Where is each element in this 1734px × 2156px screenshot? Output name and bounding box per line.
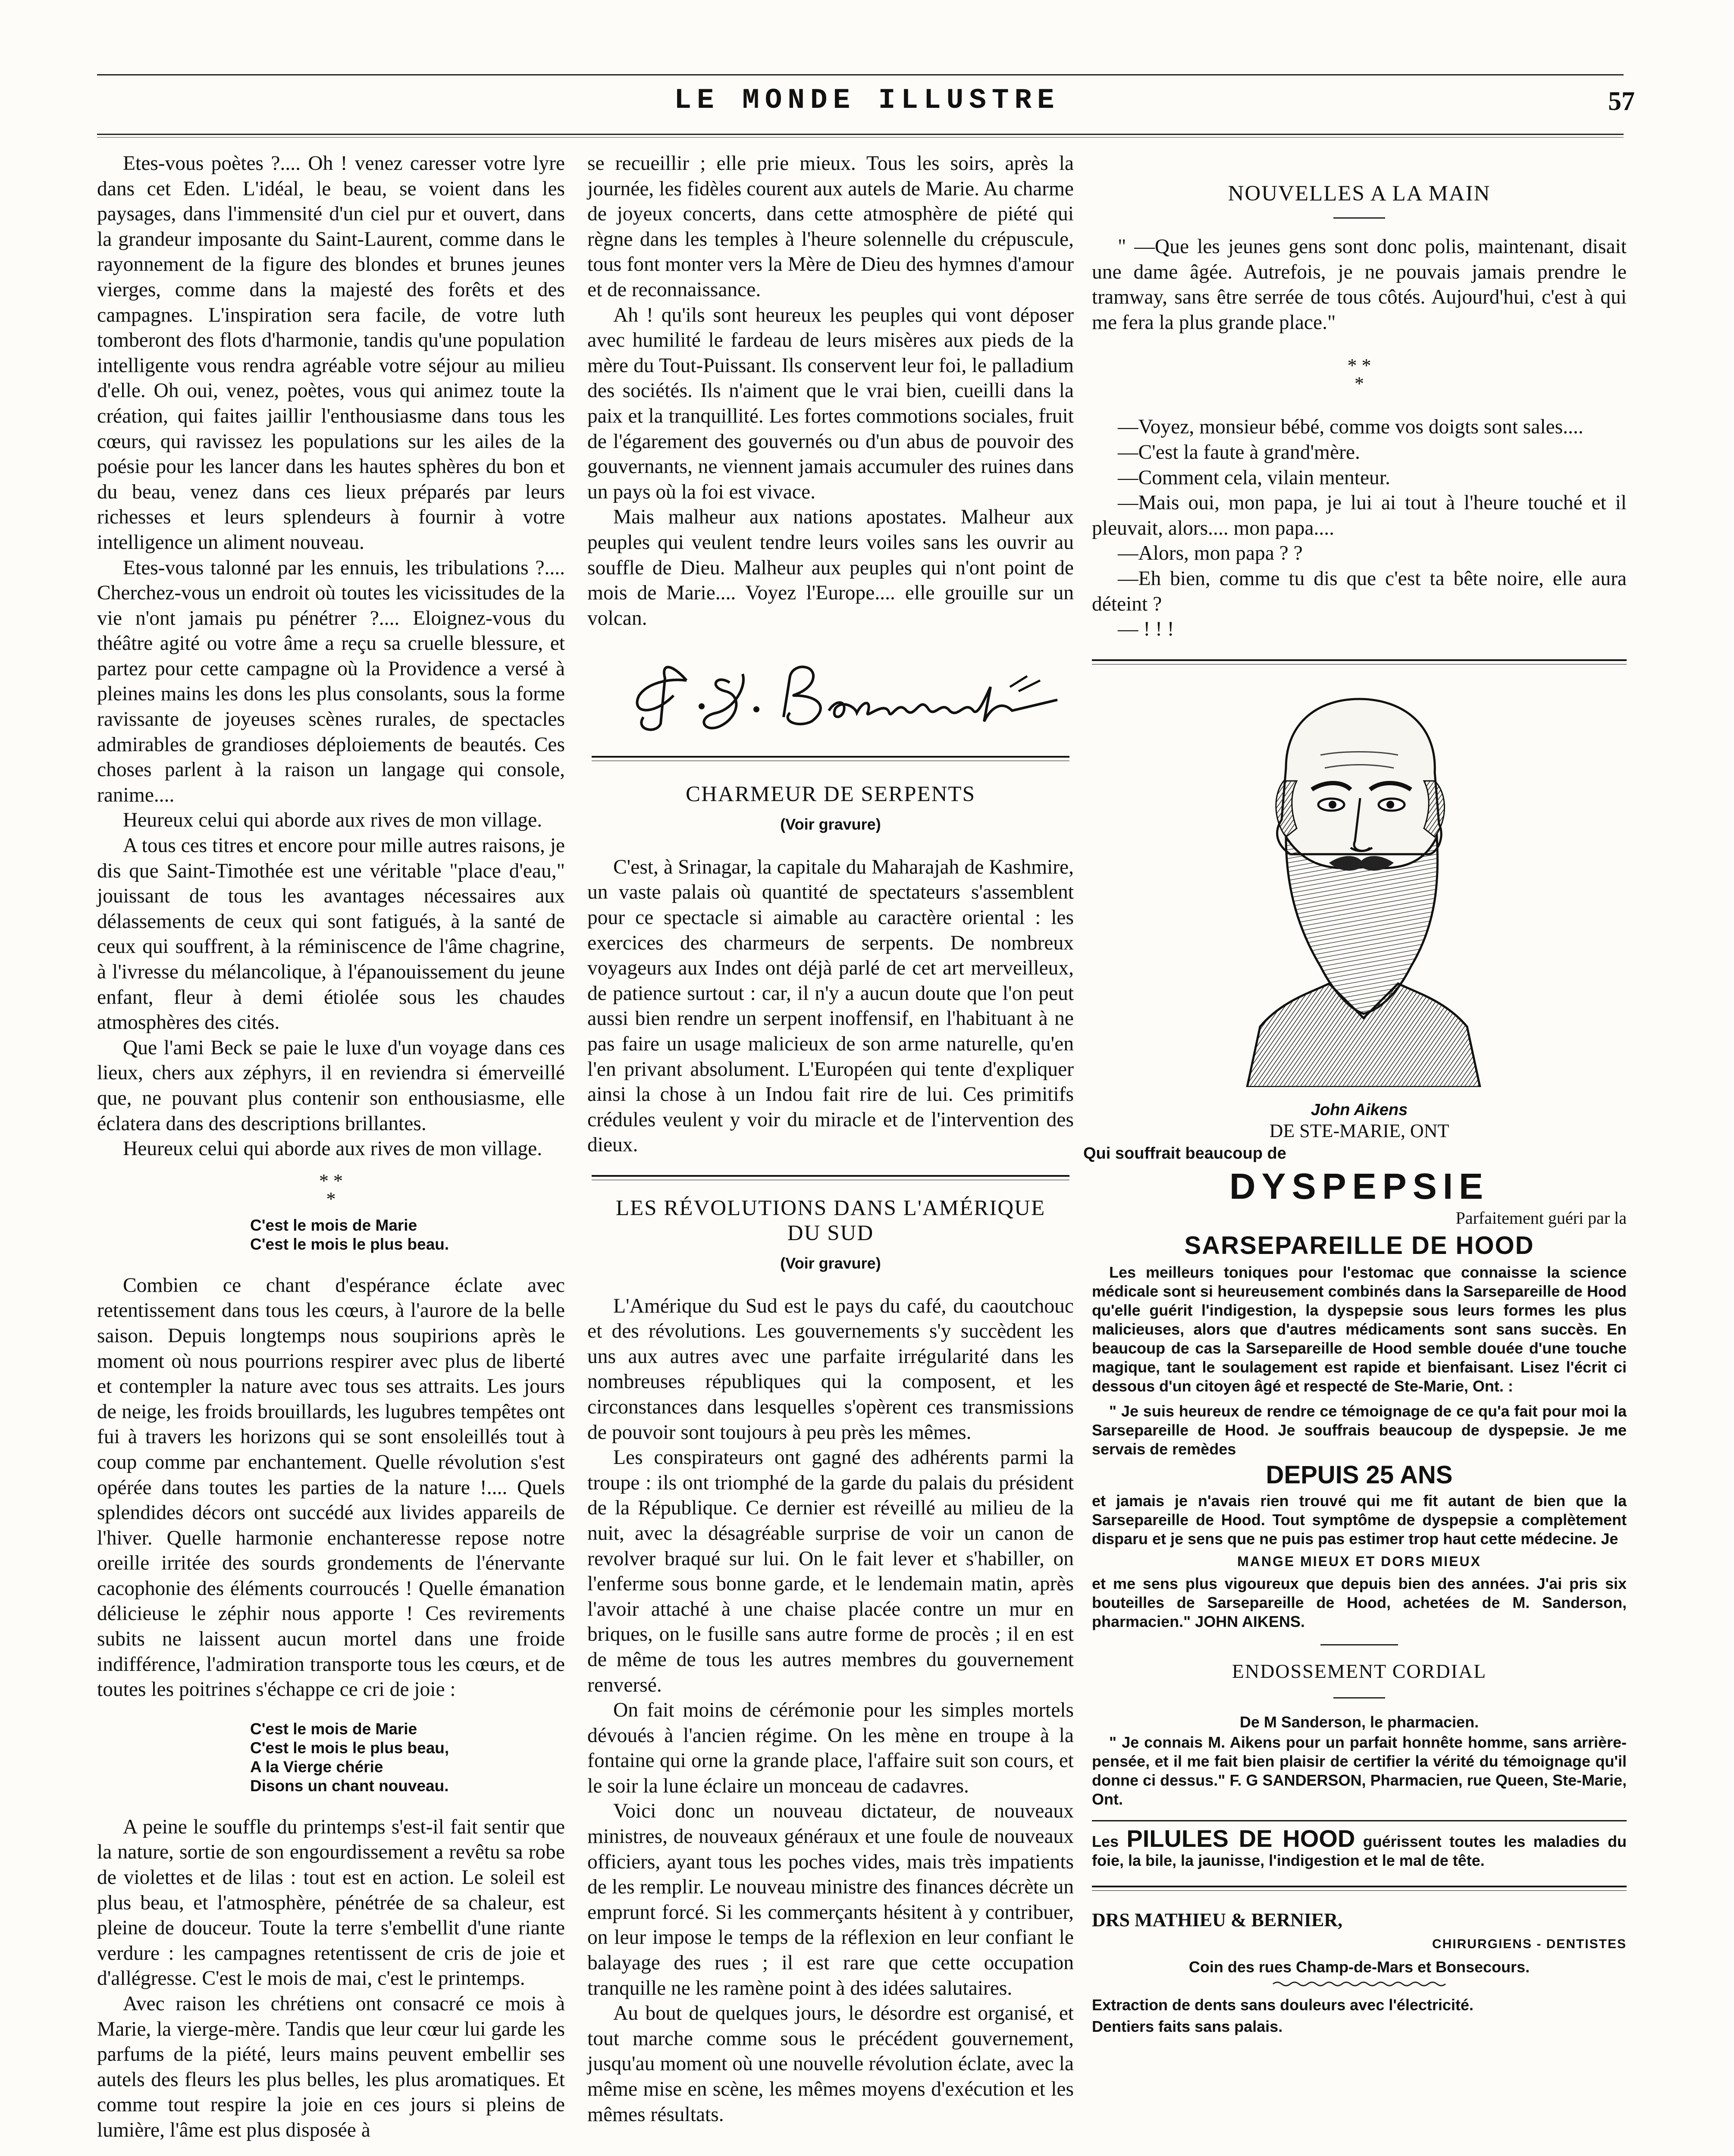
serpents-heading: CHARMEUR DE SERPENTS [686,782,975,807]
paragraph: Les conspirateurs ont gagné des adhérents parmi la troupe : ils ont triomphé de la garde du palais du président de la République. Ce dernier est réveillé au milieu de la nuit, avec la désagréable surprise de voir un canon de revolver braqué sur lui. On le fait lever et s'habiller, on l'enferme sous bonne garde, et le lendemain matin, après l'avoir attaché à une chaise placée contre un mur en briques, on le fusille sans autre forme de procès ; il en est de même de tous les autres membres du gouvernement renversé. [587,1446,1074,1696]
paragraph: Combien ce chant d'espérance éclate avec retentissement dans tous les cœurs, à l'aurore de la belle saison. Depuis longtemps nous soupirions après le moment où nous pourrions respirer avec plus de liberté et contempler la nature avec tous ses attraits. Les jours de neige, les froids brouillards, les lugubres tempêtes ont fui à travers les horizons qui se sont ensoleillés tout à coup comme par enchantement. Quelle révolution s'est opérée dans toutes les parties de la nature !.... Quels splendides décors ont succédé aux livides appareils de l'hiver. Quelle harmonie enchanteresse repose notre oreille irritée des sourds grondements de l'énervante cacophonie des éléments courroucés ! Quelle émanation délicieuse le zéphir nous apporte ! Ces revirements subits ne laissent aucun mortel dans une froide indifférence, l'admiration transporte tous les cœurs, et de toutes les poitrines s'échappe ce cri de joie : [97,1274,565,1701]
short-rule [1320,1644,1398,1645]
ad-eat: MANGE MIEUX ET DORS MIEUX [1237,1553,1481,1569]
poem-line: Disons un chant nouveau. [250,1777,449,1795]
ad-body [1092,1263,1627,1631]
ad-since: DEPUIS 25 ANS [1266,1460,1453,1489]
signature [587,635,1074,752]
page-number: 57 [1608,87,1635,116]
ad-cured: Parfaitement guéri par la [1455,1208,1627,1228]
section-divider [1092,659,1627,664]
poem-line: C'est le mois le plus beau. [250,1235,449,1253]
paragraph: Que l'ami Beck se paie le luxe d'un voyage dans ces lieux, chers aux zéphyrs, il en reviendra si émerveillé que, ne pouvant plus contenir son enthousiasme, elle éclatera dans des descriptions brillantes. [97,1036,565,1135]
dentists-advertisement [1092,1908,1627,2037]
nouvelles-heading: NOUVELLES A LA MAIN [1228,182,1491,206]
poem-verse [250,1216,565,1254]
column-middle [587,151,1074,2127]
endorse-sub: De M Sanderson, le pharmacien. [1239,1713,1479,1731]
paragraph: Voici donc un nouveau dictateur, de nouveaux ministres, de nouveaux généraux et une foule de nouveaux officiers, ayant tous les poches vides, mais très impatients de les remplir. Le nouveau ministre des finances décrète un emprunt forcé. Si les commerçants hésitent à y contribuer, on leur impose le temps de la réflexion en leur confiant le balayage des rues ; il est rare que cette occupation tranquille ne les ramène point à des idées salutaires. [587,1800,1074,1999]
signature-graphic [587,635,1074,752]
dentists-address: Coin des rues Champ-de-Mars et Bonsecours. [1188,1958,1530,1976]
short-rule [1333,1697,1385,1698]
dentists-line2: Dentiers faits sans palais. [1092,2017,1283,2035]
paragraph: Heureux celui qui aborde aux rives de mon village. [123,1138,542,1160]
column-left [97,151,565,2143]
short-rule [1333,217,1385,219]
dialogue-line: — ! ! ! [1118,618,1174,641]
poem-line: C'est le mois le plus beau, [250,1739,449,1757]
pills-block [1092,1824,1627,1870]
section-divider [592,756,1069,761]
header-rule-thin [97,137,1624,138]
dialogue-line: —Alors, mon papa ? ? [1118,542,1303,565]
paragraph: L'Amérique du Sud est le pays du café, du caoutchouc et des révolutions. Les gouvernements s'y succèdent les uns aux autres avec une parfaite irrégularité dans les nombreuses républiques qui la composent, et les circonstances dans lesquelles s'opèrent ces transmissions de pouvoir sont toujours à peu près les mêmes. [587,1294,1074,1444]
portrait-engraving [1221,682,1497,1087]
dentists-name: DRS MATHIEU & BERNIER, [1092,1909,1343,1930]
paragraph: Au bout de quelques jours, le désordre est organisé, et tout marche comme sous le précédent gouvernement, jusqu'au moment où une nouvelle révolution éclate, avec la même mise en scène, les mêmes moyens d'exécution et les mêmes résultats. [587,2002,1074,2126]
dialogue-line: —C'est la faute à grand'mère. [1118,441,1360,464]
hood-advertisement [1083,682,1627,1870]
paragraph: On fait moins de cérémonie pour les simples mortels dévoués à l'ancien régime. On les mène en troupe à la fontaine qui orne la grande place, l'affaire suit son cours, et le soir la lune éclaire un monceau de cadavres. [587,1699,1074,1797]
pills-prefix: Les [1092,1832,1119,1850]
dialogue-line: —Voyez, monsieur bébé, comme vos doigts sont sales.... [1118,416,1583,439]
section-stars: * * * [1347,355,1371,395]
paragraph: Mais malheur aux nations apostates. Malheur aux peuples qui veulent tendre leurs voiles sans les ouvrir au souffle de Dieu. Malheur aux peuples qui n'ont point de mois de Marie.... Voyez l'Europe.... elle grouille sur un volcan. [587,506,1074,630]
ad-paragraph: Les meilleurs toniques pour l'estomac que connaisse la science médicale sont si heureusement combinés dans la Sarsepareille de Hood qu'elle guérit l'indigestion, la dyspepsie sous leurs formes les plus malicieuses, alors que d'autres médicaments sont sans succès. En beaucoup de cas la Sarsepareille de Hood semble douée d'une touche magique, tant le soulagement est rapide et bienfaisant. Lisez l'écrit ci dessous d'un citoyen âgé et respecté de Ste-Marie, Ont. : [1092,1263,1627,1395]
endorse-text: " Je connais M. Aikens pour un parfait honnête homme, sans arrière-pensée, et il me fait bien plaisir de certifier la vérité du témoignage qu'il donne ci dessus." F. G SANDERSON, Pharmacien, rue Queen, Ste-Marie, Ont. [1092,1733,1627,1808]
section-stars: * * * [319,1170,343,1210]
rule [1092,1820,1627,1821]
dialogue-line: —Eh bien, comme tu dis que c'est ta bête noire, elle aura déteint ? [1092,567,1627,615]
page-title: LE MONDE ILLUSTRE [674,84,1060,116]
serpents-subheading: (Voir gravure) [780,815,881,834]
section-divider [1092,1886,1627,1891]
poem-line: C'est le mois de Marie [250,1720,417,1738]
ad-suffered: Qui souffrait beaucoup de [1083,1144,1286,1163]
endorse-heading: ENDOSSEMENT CORDIAL [1232,1660,1487,1682]
header-rule-bottom [97,134,1624,135]
paragraph: Ah ! qu'ils sont heureux les peuples qui vont déposer avec humilité le fardeau de leurs misères aux pieds de la mère du Tout-Puissant. Ils conservent leur foi, le palladium des sociétés. Ils n'aiment que le vrai bien, cueilli dans la paix et la tranquillité. Les fortes commotions sociales, fruit de l'égarement des gouvernés ou d'un abus de pouvoir des gouvernants, ne viennent jamais accumuler des ruines dans un pays où la foi est vivace. [587,304,1074,503]
paragraph: " —Que les jeunes gens sont donc polis, maintenant, disait une dame âgée. Autrefois, je ne pouvais jamais prendre le tramway, sans être serrée de tous côtés. Aujourd'hui, c'est à qui me fera la plus grande place." [1092,235,1627,334]
header-rule-top [97,74,1624,75]
poem-verse [250,1720,565,1796]
ad-paragraph: et me sens plus vigoureux que depuis bien des années. J'ai pris six bouteilles de Sarsepareille de Hood, achetées de M. Sanderson, pharmacien." JOHN AIKENS. [1092,1574,1627,1630]
pills-paragraph [1092,1824,1627,1870]
section-divider [592,1175,1069,1180]
endorse-body [1092,1733,1627,1809]
ad-product: SARSEPAREILLE DE HOOD [1184,1231,1534,1260]
portrait [1221,682,1497,1087]
paragraph: Etes-vous poètes ?.... Oh ! venez caresser votre lyre dans cet Eden. L'idéal, le beau, se voient dans les paysages, dans l'immensité d'un ciel pur et ouvert, dans la grandeur imposante du Saint-Laurent, comme dans le rayonnement de la figure des blondes et brunes jeunes vierges, comme dans la majesté des forêts et des campagnes. L'inspiration sera facile, de votre luth tomberont des flots d'harmonie, tandis qu'une population intelligente vous rendra agréable votre séjour au milieu d'elle. Oh oui, venez, poètes, vous qui animez toute la création, qui faites jaillir l'enthousiasme dans tous les cœurs, qui ravissez les populations sur les ailes de la poésie pour les lancer dans les hautes sphères du bon et du beau, venez dans ces lieux préparés par leurs richesses et leurs splendeurs à fournir à votre intelligence un aliment nouveau. [97,152,565,554]
paragraph: A tous ces titres et encore pour mille autres raisons, je dis que Saint-Timothée est une véritable "place d'eau," jouissant de tous les avantages nécessaires aux délassements de ceux qui sont fatigués, à la santé de ceux qui souffrent, à la réminiscence de l'âme chagrine, à l'ivresse du mélancolique, à l'épanouissement du jeune enfant, fleur à demi étiolée sous les chaudes atmosphères des cités. [97,834,565,1034]
pills-text: guérissent toutes les maladies du foie, la bile, la jaunisse, l'indigestion et le mal de tête. [1092,1832,1627,1869]
portrait-location: DE STE-MARIE, ONT [1269,1120,1449,1141]
dialogue-line: —Comment cela, vilain menteur. [1118,466,1390,489]
paragraph: Etes-vous talonné par les ennuis, les tribulations ?.... Cherchez-vous un endroit où toutes les vicissitudes de la vie n'ont jamais pu pénétrer ?.... Eloignez-vous du théâtre agité ou votre âme a reçu sa cruelle blessure, et partez pour cette campagne où la Providence a versé à pleines mains les dons les plus consolants, sous la forme ravissante de joyeuses scènes rurales, de spectacles admirables de grandioses déploiements de beautés. Ces choses parlent à la raison un langage qui console, ranime.... [97,556,565,806]
wavy-rule [1092,1980,1627,1988]
revolutions-subheading: (Voir gravure) [780,1254,881,1272]
dentists-line1: Extraction de dents sans douleurs avec l'électricité. [1092,1996,1474,2014]
ad-paragraph: " Je suis heureux de rendre ce témoignage de ce qu'a fait pour moi la Sarsepareille de Hood. Je souffrais beaucoup de dyspepsie. Je me servais de remèdes [1092,1402,1627,1458]
paragraph: C'est, à Srinagar, la capitale du Maharajah de Kashmire, un vaste palais où quantité de spectateurs s'assemblent pour ce spectacle si aimable au caractère oriental : les exercices des charmeurs de serpents. De nombreux voyageurs aux Indes ont déjà parlé de cet art merveilleux, de patience surtout : car, il n'y a aucun doute que l'on peut aussi bien rendre un serpent inoffensif, en l'habituant à ne pas faire un usage malicieux de son arme naturelle, qu'en l'en privant absolument. L'Européen qui tente d'expliquer ainsi la chose à un Indou fait rire de lui. Ces primitifs crédules veulent y voir du miracle et de l'intervention des dieux. [587,856,1074,1156]
revolutions-heading: LES RÉVOLUTIONS DANS L'AMÉRIQUE DU SUD [615,1196,1046,1245]
portrait-caption: John Aikens [1311,1100,1408,1119]
poem-line: C'est le mois de Marie [250,1216,417,1234]
column-right [1083,181,1627,2037]
paragraph: se recueillir ; elle prie mieux. Tous les soirs, après la journée, les fidèles courent aux autels de Marie. Au charme de joyeux concerts, dans cette atmosphère de piété qui règne dans les temples à l'heure solennelle du crépuscule, tous font monter vers la Mère de Dieu des hymnes d'amour et de reconnaissance. [587,152,1074,301]
poem-line: A la Vierge chérie [250,1758,383,1776]
paragraph: A peine le souffle du printemps s'est-il fait sentir que la nature, sortie de son engourdissement a revêtu sa robe de violettes et de lilas : tout est en action. Le soleil est plus beau, et l'atmosphère, pénétrée de sa chaleur, est pleine de douceur. Toute la terre s'embellit d'une riante verdure : les campagnes retentissent de cris de joie et d'allégresse. C'est le mois de mai, c'est le printemps. [97,1815,565,1990]
pills-name: PILULES DE HOOD [1126,1824,1355,1852]
dentists-title: CHIRURGIENS - DENTISTES [1432,1937,1627,1951]
ad-disease: DYSPEPSIE [1229,1166,1489,1206]
ad-paragraph: et jamais je n'avais rien trouvé qui me fit autant de bien que la Sarsepareille de Hood. Tout symptôme de dyspepsie a complètement disparu et je sens que ne puis pas estimer trop haut cette médecine. Je [1092,1492,1627,1548]
dialogue-line: —Mais oui, mon papa, je lui ai tout à l'heure touché et il pleuvait, alors.... mon papa.... [1092,492,1627,539]
paragraph: Avec raison les chrétiens ont consacré ce mois à Marie, la vierge-mère. Tandis que leur cœur lui garde les parfums de la piété, leurs mains peuvent embellir ses autels des fleurs les plus belles, les plus aromatiques. Et comme tout respire la joie en ces jours si pleins de lumière, l'âme est plus disposée à [97,1993,565,2141]
paragraph: Heureux celui qui aborde aux rives de mon village. [123,809,542,832]
